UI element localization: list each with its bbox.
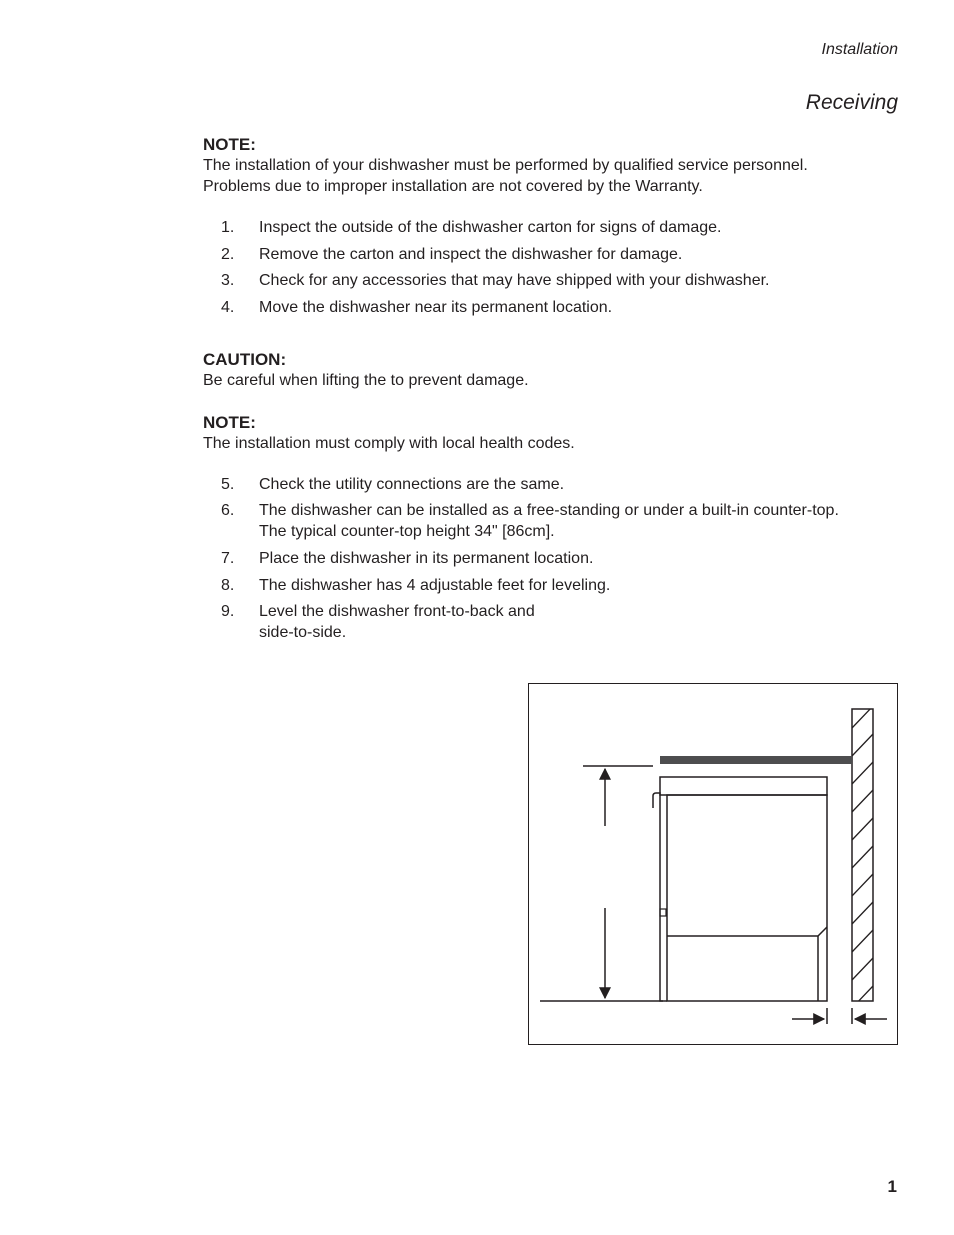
note-line-2: Problems due to improper installation are not covered by the Warranty. xyxy=(203,178,703,195)
list-item xyxy=(203,500,903,542)
step-text: The dishwasher can be installed as a free-standing or under a built-in counter-top. xyxy=(259,502,839,520)
caution-heading: CAUTION: xyxy=(203,349,287,369)
step-number: 7. xyxy=(221,549,235,567)
step-text: The typical counter-top height 34" [86cm]. xyxy=(259,523,555,541)
step-text: Check for any accessories that may have shipped with your dishwasher. xyxy=(259,272,770,290)
list-item xyxy=(203,297,903,318)
caution-block xyxy=(203,350,903,391)
step-text: Inspect the outside of the dishwasher carton for signs of damage. xyxy=(259,219,722,236)
step-number: 8. xyxy=(221,576,235,594)
step-number: 3. xyxy=(221,272,235,290)
step-text: Move the dishwasher near its permanent location. xyxy=(259,298,613,316)
list-item xyxy=(203,575,903,596)
note-heading: NOTE: xyxy=(203,412,256,432)
page-number: 1 xyxy=(887,1177,897,1196)
list-item xyxy=(203,601,903,643)
step-number: 9. xyxy=(221,603,235,621)
step-text: Check the utility connections are the same. xyxy=(259,475,565,493)
steps-list-2 xyxy=(203,474,903,643)
step-number: 5. xyxy=(221,475,235,493)
wall-shape xyxy=(852,706,873,1008)
note-block-2 xyxy=(203,413,903,454)
clearance-dimension-shape xyxy=(792,1008,887,1024)
step-text: Level the dishwasher front-to-back and xyxy=(259,603,535,621)
height-dimension-shape xyxy=(540,766,663,1001)
list-item xyxy=(203,244,903,265)
step-text: The dishwasher has 4 adjustable feet for leveling. xyxy=(259,576,611,594)
step-text: side-to-side. xyxy=(259,624,347,642)
list-item xyxy=(203,474,903,495)
step-text: Remove the carton and inspect the dishwasher for damage. xyxy=(259,245,683,263)
list-item xyxy=(203,270,903,291)
note-line-1: The installation of your dishwasher must be performed by qualified service personnel. xyxy=(203,157,808,174)
dishwasher-shape xyxy=(653,777,827,1001)
steps-list-1 xyxy=(203,217,903,318)
running-header: Installation xyxy=(821,41,898,58)
main-content xyxy=(203,135,903,649)
list-item xyxy=(203,217,903,238)
step-number: 1. xyxy=(221,219,235,236)
step-number: 6. xyxy=(221,502,235,520)
installation-diagram xyxy=(528,683,898,1045)
counter-top-shape xyxy=(660,756,852,764)
caution-text: Be careful when lifting the to prevent damage. xyxy=(203,371,529,389)
step-text: Place the dishwasher in its permanent location. xyxy=(259,549,594,567)
list-item xyxy=(203,548,903,569)
step-number: 4. xyxy=(221,298,235,316)
page-title: Receiving xyxy=(805,91,898,114)
step-number: 2. xyxy=(221,245,235,263)
note-heading: NOTE: xyxy=(203,135,256,154)
note-block-1 xyxy=(203,135,903,197)
note-text: The installation must comply with local health codes. xyxy=(203,434,575,452)
